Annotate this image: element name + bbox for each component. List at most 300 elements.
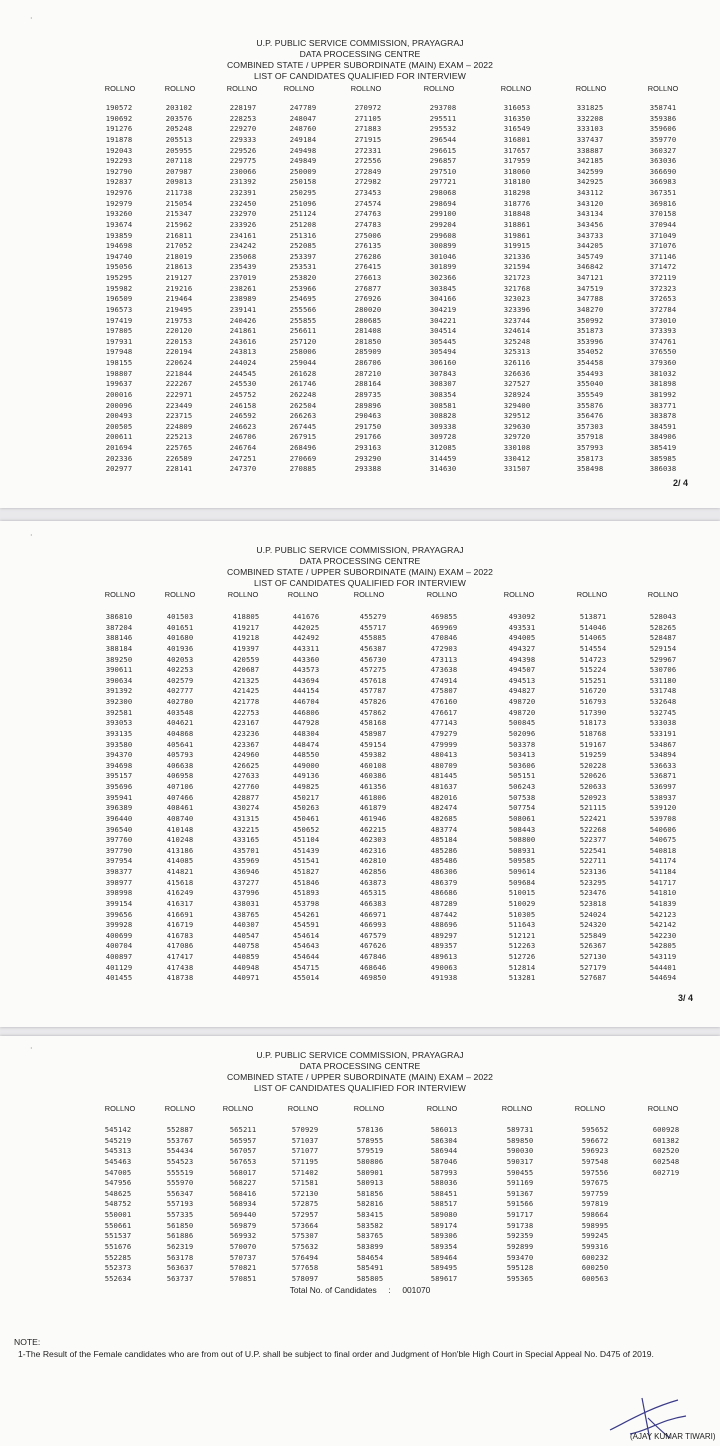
rollno-cell: 588517	[430, 1199, 458, 1209]
rollno-cell: 485286	[430, 845, 458, 855]
rollno-cell: 405641	[166, 739, 194, 749]
rollno-cell: 587993	[430, 1167, 458, 1177]
rollno-cell: 467846	[359, 952, 387, 961]
rollno-cell: 391392	[105, 686, 133, 696]
rollno-cell: 572875	[291, 1199, 319, 1209]
rollno-cell: 253531	[289, 262, 317, 272]
rollno-cell: 482016	[430, 792, 458, 802]
rollno-cell: 503378	[508, 739, 536, 749]
rollno-cell: 570851	[229, 1273, 257, 1283]
column-header: ROLLNO	[501, 1104, 533, 1113]
rollno-cell: 423236	[232, 728, 260, 738]
rollno-cell: 590030	[506, 1146, 534, 1156]
rollno-cell: 298068	[429, 188, 457, 197]
rollno-cell: 542805	[649, 941, 677, 951]
rollno-cell: 460108	[359, 760, 387, 770]
rollno-cell: 373393	[649, 326, 677, 336]
rollno-cell: 512726	[508, 952, 536, 961]
rollno-cell: 597759	[581, 1188, 609, 1198]
rollno-cell: 229775	[229, 156, 257, 166]
rollno-column	[563, 612, 623, 984]
rollno-cell: 467626	[359, 941, 387, 951]
rollno-cell: 287210	[354, 368, 382, 378]
rollno-cell: 469855	[430, 612, 458, 621]
header-line: DATA PROCESSING CENTRE	[299, 49, 421, 59]
rollno-cell: 217052	[165, 241, 193, 251]
rollno-cell: 299608	[429, 230, 457, 240]
rollno-cell: 219464	[165, 294, 193, 304]
rollno-cell: 569879	[229, 1220, 257, 1230]
rollno-cell: 503413	[508, 750, 536, 760]
rollno-cell: 597556	[581, 1167, 609, 1177]
note	[14, 1336, 704, 1360]
rollno-cell: 290463	[354, 411, 382, 421]
rollno-cell: 367351	[649, 188, 677, 197]
rollno-cell: 370944	[649, 219, 677, 229]
rollno-cell: 372323	[649, 283, 677, 293]
rollno-cell: 599316	[581, 1241, 609, 1251]
rollno-cell: 514554	[579, 643, 607, 653]
rollno-cell: 342925	[576, 177, 604, 187]
column-header: ROLLNO	[576, 590, 608, 599]
rollno-cell: 523476	[579, 888, 607, 898]
rollno-cell: 524024	[579, 909, 607, 919]
rollno-cell: 487442	[430, 909, 458, 919]
rollno-cell: 249498	[289, 145, 317, 155]
rollno-cell: 591367	[506, 1188, 534, 1198]
rollno-cell: 333103	[576, 124, 604, 134]
rollno-cell: 386038	[649, 464, 677, 474]
rollno-cell: 289735	[354, 389, 382, 399]
rollno-cell: 262504	[289, 400, 317, 410]
rollno-cell: 243616	[229, 336, 257, 346]
rollno-cell: 199637	[105, 379, 133, 389]
rollno-cell: 581856	[356, 1188, 384, 1198]
rollno-cell: 243813	[229, 347, 257, 357]
rollno-column	[338, 103, 398, 475]
rollno-cell: 323744	[503, 315, 531, 325]
rollno-cell: 220194	[165, 347, 193, 357]
rollno-cell: 400704	[105, 941, 133, 951]
rollno-cell: 276613	[354, 273, 382, 282]
rollno-cell: 451827	[292, 867, 320, 876]
rollno-cell: 502096	[508, 728, 536, 738]
rollno-cell: 515251	[579, 675, 607, 685]
column-header: ROLLNO	[227, 590, 259, 599]
rollno-cell: 563178	[166, 1252, 194, 1262]
rollno-cell: 403548	[166, 707, 194, 717]
rollno-cell: 297510	[429, 166, 457, 176]
rollno-cell: 267445	[289, 421, 317, 431]
rollno-cell: 539120	[649, 803, 677, 813]
rollno-cell: 459154	[359, 739, 387, 749]
rollno-cell: 200611	[105, 432, 133, 442]
rollno-cell: 390611	[105, 665, 133, 675]
rollno-column	[276, 612, 336, 984]
rollno-cell: 299100	[429, 209, 457, 219]
column-header: ROLLNO	[353, 1104, 385, 1113]
rollno-cell: 450652	[292, 824, 320, 834]
rollno-cell: 586944	[430, 1146, 458, 1156]
rollno-cell: 291766	[354, 432, 382, 442]
rollno-cell: 358741	[649, 103, 677, 112]
total-label: Total No. of Candidates	[289, 1285, 377, 1295]
column-header: ROLLNO	[164, 590, 196, 599]
rollno-cell: 354052	[576, 347, 604, 357]
rollno-cell: 455279	[359, 612, 387, 621]
header-line: U.P. PUBLIC SERVICE COMMISSION, PRAYAGRAJ	[256, 38, 464, 48]
rollno-cell: 318776	[503, 198, 531, 208]
rollno-cell: 198155	[105, 358, 133, 367]
rollno-cell: 457618	[359, 675, 387, 685]
rollno-cell: 457862	[359, 707, 387, 717]
rollno-cell: 435969	[232, 856, 260, 866]
rollno-cell: 562319	[166, 1241, 194, 1251]
rollno-cell: 520633	[579, 782, 607, 791]
rollno-cell: 281408	[354, 326, 382, 336]
rollno-cell: 246706	[229, 432, 257, 442]
rollno-cell: 200016	[105, 389, 133, 399]
rollno-cell: 482474	[430, 803, 458, 813]
rollno-cell: 442025	[292, 622, 320, 632]
rollno-cell: 318180	[503, 177, 531, 187]
rollno-cell: 454715	[292, 962, 320, 972]
rollno-cell: 541839	[649, 898, 677, 908]
rollno-cell: 449000	[292, 760, 320, 770]
rollno-cell: 252085	[289, 241, 317, 251]
rollno-cell: 427633	[232, 771, 260, 781]
rollno-cell: 395941	[105, 792, 133, 802]
rollno-column	[487, 103, 547, 475]
rollno-cell: 285909	[354, 347, 382, 357]
rollno-cell: 476617	[430, 707, 458, 717]
rollno-cell: 514723	[579, 654, 607, 664]
rollno-cell: 577658	[291, 1263, 319, 1273]
rollno-cell: 274574	[354, 198, 382, 208]
rollno-cell: 506243	[508, 782, 536, 791]
rollno-cell: 462810	[359, 856, 387, 866]
rollno-cell: 271883	[354, 124, 382, 134]
rollno-cell: 448304	[292, 728, 320, 738]
rollno-cell: 407466	[166, 792, 194, 802]
rollno-cell: 229333	[229, 134, 257, 144]
rollno-cell: 423367	[232, 739, 260, 749]
rollno-cell: 258006	[289, 347, 317, 357]
rollno-cell: 454644	[292, 952, 320, 961]
rollno-cell: 597548	[581, 1156, 609, 1166]
rollno-cell: 527130	[579, 952, 607, 961]
rollno-cell: 529154	[649, 643, 677, 653]
rollno-cell: 372119	[649, 273, 677, 282]
rollno-cell: 568017	[229, 1167, 257, 1177]
rollno-cell: 571195	[291, 1156, 319, 1166]
rollno-cell: 270669	[289, 453, 317, 463]
rollno-cell: 588451	[430, 1188, 458, 1198]
rollno-cell: 570821	[229, 1263, 257, 1273]
rollno-cell: 490063	[430, 962, 458, 972]
rollno-cell: 493092	[508, 612, 536, 621]
column-header: ROLLNO	[503, 590, 535, 599]
rollno-cell: 523295	[579, 877, 607, 887]
rollno-cell: 330412	[503, 453, 531, 463]
rollno-cell: 589080	[430, 1210, 458, 1219]
rollno-cell: 458168	[359, 718, 387, 728]
rollno-cell: 298694	[429, 198, 457, 208]
rollno-cell: 583765	[356, 1231, 384, 1241]
rollno-cell: 408461	[166, 803, 194, 813]
rollno-cell: 255566	[289, 304, 317, 314]
rollno-cell: 248760	[289, 124, 317, 134]
rollno-cell: 308307	[429, 379, 457, 389]
rollno-cell: 228253	[229, 113, 257, 123]
rollno-cell: 195982	[105, 283, 133, 293]
rollno-cell: 454643	[292, 941, 320, 951]
column-header: ROLLNO	[164, 84, 196, 93]
rollno-cell: 489613	[430, 952, 458, 961]
rollno-cell: 253966	[289, 283, 317, 293]
total-value: 001070	[402, 1285, 431, 1295]
rollno-cell: 423167	[232, 718, 260, 728]
rollno-cell: 571077	[291, 1146, 319, 1156]
rollno-cell: 438031	[232, 898, 260, 908]
rollno-cell: 590317	[506, 1156, 534, 1166]
rollno-cell: 449825	[292, 782, 320, 791]
rollno-cell: 552634	[104, 1273, 132, 1283]
rollno-cell: 591169	[506, 1178, 534, 1188]
rollno-cell: 525849	[579, 930, 607, 940]
rollno-cell: 511643	[508, 920, 536, 930]
rollno-cell: 392581	[105, 707, 133, 717]
rollno-cell: 465315	[359, 888, 387, 898]
column-header: ROLLNO	[647, 590, 679, 599]
rollno-cell: 359386	[649, 113, 677, 123]
rollno-cell: 462303	[359, 835, 387, 845]
column-header: ROLLNO	[287, 1104, 319, 1113]
rollno-cell: 440948	[232, 962, 260, 972]
rollno-cell: 297721	[429, 177, 457, 187]
rollno-cell: 307843	[429, 368, 457, 378]
rollno-cell: 300899	[429, 241, 457, 251]
rollno-cell: 550661	[104, 1220, 132, 1230]
rollno-cell: 309338	[429, 421, 457, 431]
header-line: U.P. PUBLIC SERVICE COMMISSION, PRAYAGRAJ	[256, 1050, 464, 1060]
rollno-cell: 462856	[359, 867, 387, 876]
rollno-cell: 447928	[292, 718, 320, 728]
rollno-cell: 215962	[165, 219, 193, 229]
rollno-cell: 451104	[292, 835, 320, 845]
rollno-cell: 192976	[105, 188, 133, 197]
rollno-cell: 494398	[508, 654, 536, 664]
header-line: COMBINED STATE / UPPER SUBORDINATE (MAIN) EXAM – 2022	[226, 60, 494, 70]
rollno-cell: 589731	[506, 1125, 534, 1134]
rollno-cell: 343733	[576, 230, 604, 240]
rollno-cell: 591717	[506, 1210, 534, 1219]
rollno-cell: 428877	[232, 792, 260, 802]
rollno-cell: 505151	[508, 771, 536, 781]
rollno-cell: 569932	[229, 1231, 257, 1241]
rollno-cell: 541184	[649, 867, 677, 876]
rollno-cell: 329720	[503, 432, 531, 442]
rollno-column	[340, 1125, 400, 1284]
rollno-cell: 219216	[165, 283, 193, 293]
rollno-cell: 443360	[292, 654, 320, 664]
rollno-cell: 317657	[503, 145, 531, 155]
rollno-cell: 241861	[229, 326, 257, 336]
header-line: U.P. PUBLIC SERVICE COMMISSION, PRAYAGRAJ	[256, 545, 464, 555]
rollno-cell: 270885	[289, 464, 317, 474]
rollno-cell: 483774	[430, 824, 458, 834]
rollno-cell: 220624	[165, 358, 193, 367]
rollno-cell: 192043	[105, 145, 133, 155]
rollno-cell: 397760	[105, 835, 133, 845]
rollno-cell: 323023	[503, 294, 531, 304]
rollno-cell: 415618	[166, 877, 194, 887]
rollno-cell: 226589	[165, 453, 193, 463]
rollno-cell: 467579	[359, 930, 387, 940]
rollno-cell: 200493	[105, 411, 133, 421]
rollno-cell: 572130	[291, 1188, 319, 1198]
rollno-cell: 416691	[166, 909, 194, 919]
rollno-cell: 473113	[430, 654, 458, 664]
rollno-cell: 539708	[649, 813, 677, 823]
rollno-cell: 512814	[508, 962, 536, 972]
rollno-cell: 522421	[579, 813, 607, 823]
column-header: ROLLNO	[104, 1104, 136, 1113]
rollno-cell: 347519	[576, 283, 604, 293]
rollno-cell: 316801	[503, 134, 531, 144]
rollno-cell: 508931	[508, 845, 536, 855]
rollno-cell: 291750	[354, 421, 382, 431]
scan-mark: ⋅	[30, 531, 33, 540]
rollno-cell: 578955	[356, 1135, 384, 1145]
rollno-cell: 231392	[229, 177, 257, 187]
rollno-cell: 540675	[649, 835, 677, 845]
rollno-cell: 571581	[291, 1178, 319, 1188]
rollno-cell: 602520	[652, 1146, 680, 1156]
rollno-cell: 222267	[165, 379, 193, 389]
rollno-cell: 372653	[649, 294, 677, 304]
rollno-cell: 345749	[576, 251, 604, 261]
rollno-cell: 245530	[229, 379, 257, 389]
rollno-cell: 381898	[649, 379, 677, 389]
rollno-cell: 508061	[508, 813, 536, 823]
rollno-cell: 219127	[165, 273, 193, 282]
rollno-cell: 389250	[105, 654, 133, 664]
rollno-cell: 232391	[229, 188, 257, 197]
rollno-cell: 600250	[581, 1263, 609, 1273]
rollno-cell: 454614	[292, 930, 320, 940]
rollno-cell: 512121	[508, 930, 536, 940]
rollno-cell: 543119	[649, 952, 677, 961]
rollno-cell: 527687	[579, 973, 607, 983]
rollno-cell: 591566	[506, 1199, 534, 1209]
rollno-cell: 399928	[105, 920, 133, 930]
rollno-cell: 230066	[229, 166, 257, 176]
rollno-cell: 576494	[291, 1252, 319, 1262]
column-header: ROLLNO	[226, 84, 258, 93]
scan-mark: ⋅	[30, 14, 33, 23]
column-header: ROLLNO	[104, 590, 136, 599]
rollno-cell: 338887	[576, 145, 604, 155]
rollno-cell: 202977	[105, 464, 133, 474]
rollno-cell: 459382	[359, 750, 387, 760]
rollno-cell: 530706	[649, 665, 677, 675]
rollno-cell: 570929	[291, 1125, 319, 1134]
rollno-cell: 196509	[105, 294, 133, 304]
rollno-cell: 436946	[232, 867, 260, 876]
rollno-cell: 580901	[356, 1167, 384, 1177]
rollno-cell: 398977	[105, 877, 133, 887]
rollno-cell: 286706	[354, 358, 382, 367]
rollno-cell: 274763	[354, 209, 382, 219]
rollno-cell: 538937	[649, 792, 677, 802]
rollno-column	[213, 1125, 273, 1284]
rollno-cell: 251124	[289, 209, 317, 219]
column-header: ROLLNO	[350, 84, 382, 93]
rollno-cell: 234161	[229, 230, 257, 240]
rollno-cell: 596672	[581, 1135, 609, 1145]
rollno-cell: 536871	[649, 771, 677, 781]
rollno-cell: 302366	[429, 273, 457, 282]
rollno-cell: 421778	[232, 697, 260, 706]
rollno-cell: 395696	[105, 782, 133, 791]
rollno-cell: 481445	[430, 771, 458, 781]
rollno-cell: 582816	[356, 1199, 384, 1209]
rollno-cell: 192790	[105, 166, 133, 176]
rollno-cell: 509585	[508, 856, 536, 866]
rollno-cell: 192837	[105, 177, 133, 187]
rollno-cell: 419218	[232, 633, 260, 643]
rollno-cell: 381992	[649, 389, 677, 399]
rollno-cell: 195056	[105, 262, 133, 272]
rollno-cell: 457787	[359, 686, 387, 696]
rollno-cell: 354493	[576, 368, 604, 378]
rollno-cell: 571037	[291, 1135, 319, 1145]
rollno-cell: 515224	[579, 665, 607, 675]
rollno-cell: 304221	[429, 315, 457, 325]
rollno-cell: 193260	[105, 209, 133, 219]
rollno-column	[213, 103, 273, 475]
rollno-cell: 451846	[292, 877, 320, 887]
rollno-cell: 224809	[165, 421, 193, 431]
column-header-row	[0, 83, 720, 94]
rollno-cell: 451541	[292, 856, 320, 866]
rollno-cell: 248047	[289, 113, 317, 123]
rollno-cell: 500845	[508, 718, 536, 728]
rollno-cell: 555519	[166, 1167, 194, 1177]
rollno-cell: 296857	[429, 156, 457, 166]
rollno-cell: 533038	[649, 718, 677, 728]
rollno-cell: 441676	[292, 612, 320, 621]
rollno-cell: 442492	[292, 633, 320, 643]
rollno-cell: 419397	[232, 643, 260, 653]
rollno-column	[490, 1125, 550, 1284]
rollno-cell: 466971	[359, 909, 387, 919]
rollno-cell: 488696	[430, 920, 458, 930]
rollno-cell: 457275	[359, 665, 387, 675]
rollno-cell: 567653	[229, 1156, 257, 1166]
rollno-cell: 219495	[165, 304, 193, 314]
rollno-cell: 473638	[430, 665, 458, 675]
rollno-cell: 267915	[289, 432, 317, 442]
rollno-cell: 363036	[649, 156, 677, 166]
rollno-cell: 309728	[429, 432, 457, 442]
rollno-cell: 355876	[576, 400, 604, 410]
rollno-cell: 203102	[165, 103, 193, 112]
rollno-cell: 197948	[105, 347, 133, 357]
header-line: LIST OF CANDIDATES QUALIFIED FOR INTERVIEW	[254, 578, 466, 588]
rollno-cell: 568227	[229, 1178, 257, 1188]
